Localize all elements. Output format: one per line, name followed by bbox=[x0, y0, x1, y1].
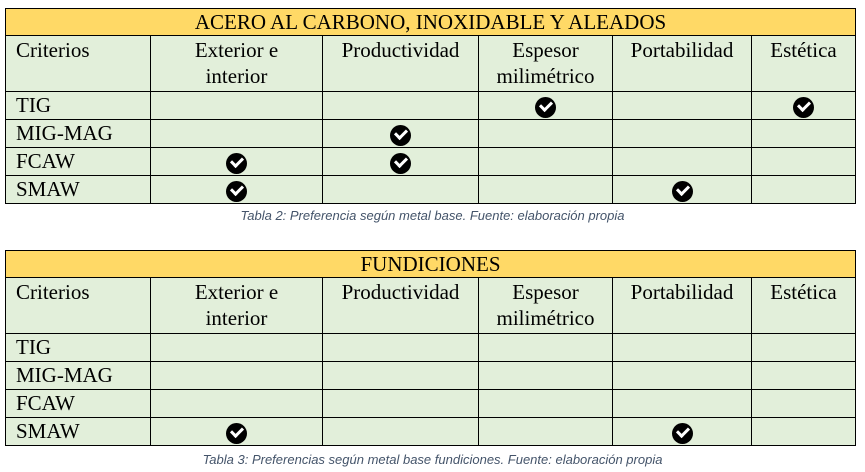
table-cell bbox=[151, 334, 323, 362]
table-row bbox=[6, 390, 856, 418]
table-cell bbox=[613, 390, 752, 418]
header-estetica: Estética bbox=[752, 278, 856, 334]
table-cell bbox=[613, 334, 752, 362]
table-acero-block bbox=[5, 8, 855, 204]
check-circle-icon bbox=[226, 423, 247, 444]
check-circle-icon bbox=[390, 153, 411, 174]
table-row bbox=[6, 120, 856, 148]
header-exterior-interior: Exterior e interior bbox=[151, 36, 323, 92]
table-cell bbox=[752, 176, 856, 204]
table-cell bbox=[151, 418, 323, 446]
table-row bbox=[6, 148, 856, 176]
table-row bbox=[6, 92, 856, 120]
row-label: FCAW bbox=[6, 390, 151, 418]
header-espesor: Espesor milimétrico bbox=[479, 278, 613, 334]
table-cell bbox=[151, 120, 323, 148]
table-cell bbox=[752, 418, 856, 446]
check-circle-icon bbox=[672, 423, 693, 444]
table-cell bbox=[613, 120, 752, 148]
header-espesor: Espesor milimétrico bbox=[479, 36, 613, 92]
row-label: SMAW bbox=[6, 176, 151, 204]
preference-table-fundiciones bbox=[5, 250, 856, 446]
header-portabilidad: Portabilidad bbox=[613, 278, 752, 334]
table-cell bbox=[752, 362, 856, 390]
table-row bbox=[6, 176, 856, 204]
table-cell bbox=[613, 92, 752, 120]
table-cell bbox=[752, 334, 856, 362]
check-circle-icon bbox=[390, 125, 411, 146]
table-cell bbox=[479, 120, 613, 148]
table-cell bbox=[323, 418, 479, 446]
table-title: FUNDICIONES bbox=[6, 251, 856, 278]
table-cell bbox=[752, 148, 856, 176]
table-fundiciones-block bbox=[5, 250, 855, 446]
header-portabilidad: Portabilidad bbox=[613, 36, 752, 92]
check-circle-icon bbox=[226, 181, 247, 202]
table-cell bbox=[479, 176, 613, 204]
table-title: ACERO AL CARBONO, INOXIDABLE Y ALEADOS bbox=[6, 9, 856, 36]
row-label: TIG bbox=[6, 334, 151, 362]
table-cell bbox=[323, 92, 479, 120]
table-cell bbox=[479, 390, 613, 418]
row-label: FCAW bbox=[6, 148, 151, 176]
header-estetica: Estética bbox=[752, 36, 856, 92]
table-cell bbox=[613, 362, 752, 390]
table-cell bbox=[752, 390, 856, 418]
table-caption: Tabla 2: Preferencia según metal base. Fuente: elaboración propia bbox=[240, 208, 625, 223]
table-cell bbox=[323, 334, 479, 362]
table-cell bbox=[752, 92, 856, 120]
header-exterior-interior: Exterior e interior bbox=[151, 278, 323, 334]
table-row bbox=[6, 334, 856, 362]
table-cell bbox=[479, 148, 613, 176]
preference-table-acero bbox=[5, 8, 856, 204]
check-circle-icon bbox=[535, 97, 556, 118]
table-cell bbox=[479, 418, 613, 446]
table-cell bbox=[613, 176, 752, 204]
table-cell bbox=[323, 362, 479, 390]
check-circle-icon bbox=[226, 153, 247, 174]
row-label: MIG-MAG bbox=[6, 362, 151, 390]
table-cell bbox=[151, 390, 323, 418]
table-cell bbox=[323, 176, 479, 204]
table-cell bbox=[323, 390, 479, 418]
header-criterios: Criterios bbox=[6, 36, 151, 92]
table-caption: Tabla 3: Preferencias según metal base fundiciones. Fuente: elaboración propia bbox=[202, 452, 663, 467]
check-circle-icon bbox=[793, 97, 814, 118]
table-cell bbox=[479, 334, 613, 362]
table-cell bbox=[151, 176, 323, 204]
row-label: MIG-MAG bbox=[6, 120, 151, 148]
header-productividad: Productividad bbox=[323, 36, 479, 92]
row-label: TIG bbox=[6, 92, 151, 120]
table-cell bbox=[151, 92, 323, 120]
check-circle-icon bbox=[672, 181, 693, 202]
table-cell bbox=[323, 120, 479, 148]
table-cell bbox=[323, 148, 479, 176]
table-cell bbox=[613, 418, 752, 446]
table-cell bbox=[752, 120, 856, 148]
table-cell bbox=[151, 362, 323, 390]
header-productividad: Productividad bbox=[323, 278, 479, 334]
table-cell bbox=[479, 92, 613, 120]
table-cell bbox=[613, 148, 752, 176]
header-criterios: Criterios bbox=[6, 278, 151, 334]
table-cell bbox=[479, 362, 613, 390]
table-row bbox=[6, 362, 856, 390]
table-cell bbox=[151, 148, 323, 176]
table-row bbox=[6, 418, 856, 446]
row-label: SMAW bbox=[6, 418, 151, 446]
